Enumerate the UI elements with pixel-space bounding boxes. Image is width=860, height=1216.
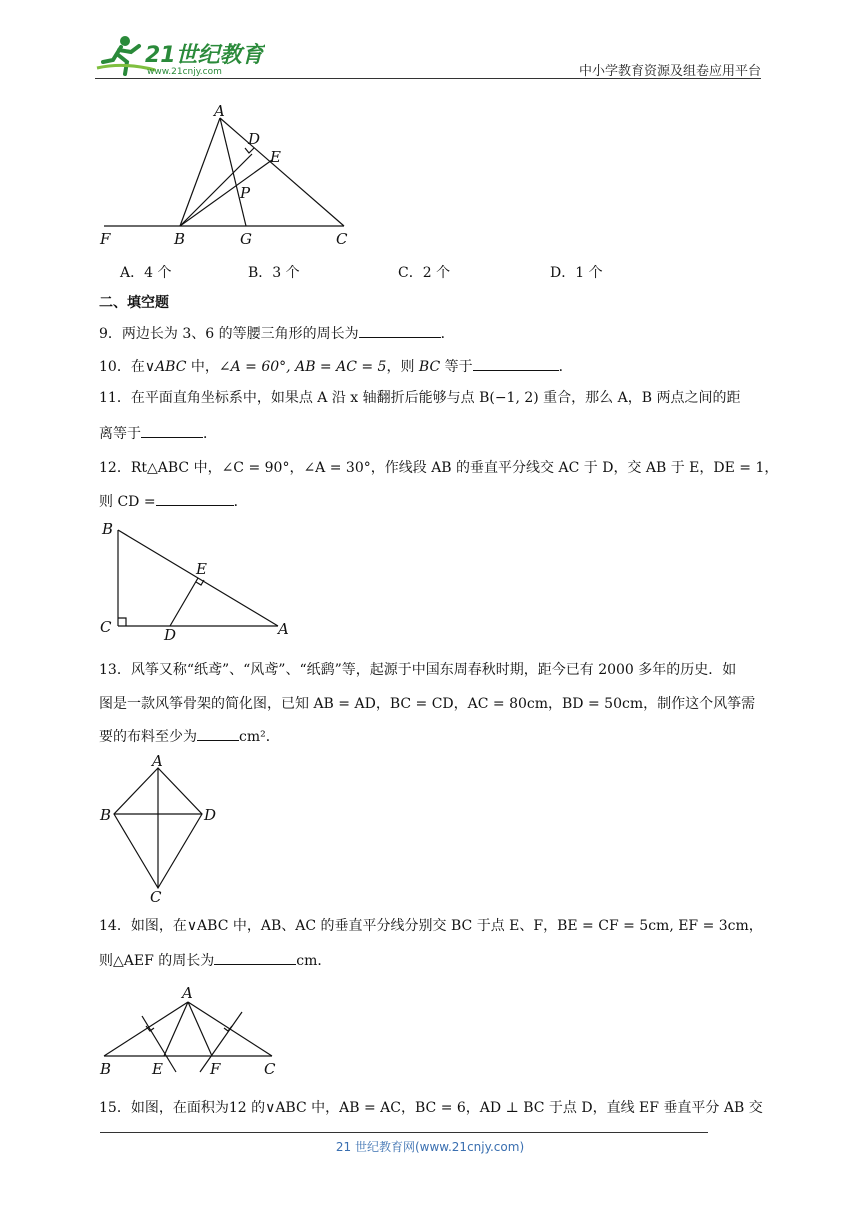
page-header — [95, 32, 761, 78]
label-F: F — [100, 230, 111, 248]
q14-text: 则△AEF 的周长为 — [99, 953, 215, 969]
section-title: 二、填空题 — [99, 295, 169, 311]
logo-url: www.21cnjy.com — [147, 67, 222, 77]
label-D: D — [204, 806, 217, 824]
label-B: B — [100, 1060, 112, 1078]
q10-text-3: 中， — [186, 359, 219, 375]
q10-text-5: ，则 — [386, 359, 419, 375]
label-E: E — [152, 1060, 163, 1078]
q10-text-4: ∠A = 60°, AB = AC = 5 — [218, 359, 387, 375]
q11-text: 离等于 — [99, 426, 141, 442]
q12-end: ． — [233, 494, 248, 510]
q10-text-2: ABC — [155, 359, 187, 375]
q14-end: cm． — [296, 953, 332, 969]
logo-text: 21世纪教育 — [145, 43, 264, 68]
q12-text: 则 CD = — [99, 494, 156, 510]
label-B: B — [102, 520, 114, 538]
question-12-line-2 — [99, 491, 248, 512]
q12-answer-blank[interactable] — [156, 491, 234, 506]
q10-text-6: BC — [418, 359, 441, 375]
q13-end: cm²． — [239, 729, 280, 745]
q9-text: 9．两边长为 3、6 的等腰三角形的周长为 — [99, 326, 359, 342]
label-C: C — [336, 230, 348, 248]
q9-end: ． — [440, 326, 455, 342]
question-11-line-1: 11．在平面直角坐标系中，如果点 A 沿 x 轴翻折后能够与点 B(−1, 2) 重合，那么 A，B 两点之间的距 — [99, 390, 741, 406]
label-E: E — [270, 148, 281, 166]
footer-link[interactable]: 21 世纪教育网(www.21cnjy.com) — [335, 1140, 525, 1154]
choice-d: D．1 个 — [550, 265, 603, 281]
question-14-line-1: 14．如图，在∨ABC 中，AB、AC 的垂直平分线分别交 BC 于点 E、F，BE = CF = 5cm, EF = 3cm， — [99, 918, 763, 934]
question-11-line-2 — [99, 423, 217, 444]
q14-answer-blank[interactable] — [214, 950, 296, 965]
figure-q14 — [96, 982, 292, 1082]
label-D: D — [164, 626, 177, 642]
choice-c: C．2 个 — [398, 265, 451, 281]
label-C: C — [100, 618, 112, 636]
question-13-line-3 — [99, 726, 280, 747]
q10-text-7: 等于 — [440, 359, 473, 375]
choice-a: A．4 个 — [120, 265, 172, 281]
footer-divider — [100, 1132, 708, 1133]
label-E: E — [196, 560, 207, 578]
q8-choices — [120, 262, 720, 282]
q11-end: ． — [203, 426, 217, 442]
label-P: P — [240, 184, 251, 202]
q10-text-8: ． — [558, 359, 573, 375]
question-13-line-1: 13．风筝又称“纸鸢”、“风鸢”、“纸鹞”等，起源于中国东周春秋时期，距今已有 2000 多年的历史．如 — [99, 662, 737, 678]
question-9 — [99, 323, 455, 344]
label-G: G — [240, 230, 252, 248]
label-A: A — [152, 754, 163, 770]
question-12-line-1: 12．Rt△ABC 中，∠C = 90°，∠A = 30°，作线段 AB 的垂直平分线交 AC 于 D，交 AB 于 E，DE = 1， — [99, 460, 779, 476]
label-C: C — [264, 1060, 276, 1078]
question-14-line-2 — [99, 950, 331, 971]
site-logo — [95, 32, 265, 78]
choice-b: B．3 个 — [248, 265, 300, 281]
question-13-line-2: 图是一款风筝骨架的简化图，已知 AB = AD，BC = CD，AC = 80cm，BD = 50cm，制作这个风筝需 — [99, 696, 756, 712]
question-10 — [99, 356, 573, 377]
q9-answer-blank[interactable] — [359, 323, 441, 338]
q10-text-1: 10．在∨ — [99, 359, 156, 375]
header-divider — [95, 78, 761, 79]
q13-answer-blank[interactable] — [197, 726, 239, 741]
figure-q12 — [98, 518, 298, 646]
label-F: F — [210, 1060, 221, 1078]
q13-text: 要的布料至少为 — [99, 729, 197, 745]
label-D: D — [248, 130, 261, 148]
figure-q13 — [98, 754, 222, 908]
label-A: A — [214, 104, 225, 120]
question-15-line-1: 15．如图，在面积为12 的∨ABC 中，AB = AC，BC = 6，AD ⊥ BC 于点 D，直线 EF 垂直平分 AB 交 — [99, 1100, 763, 1116]
label-B: B — [100, 806, 112, 824]
label-B: B — [174, 230, 186, 248]
q11-answer-blank[interactable] — [141, 423, 203, 438]
q10-answer-blank[interactable] — [473, 356, 559, 371]
figure-q8 — [96, 104, 366, 254]
header-platform-text: 中小学教育资源及组卷应用平台 — [578, 64, 761, 79]
label-C: C — [150, 888, 162, 904]
label-A: A — [278, 620, 289, 638]
label-A: A — [182, 984, 193, 1002]
